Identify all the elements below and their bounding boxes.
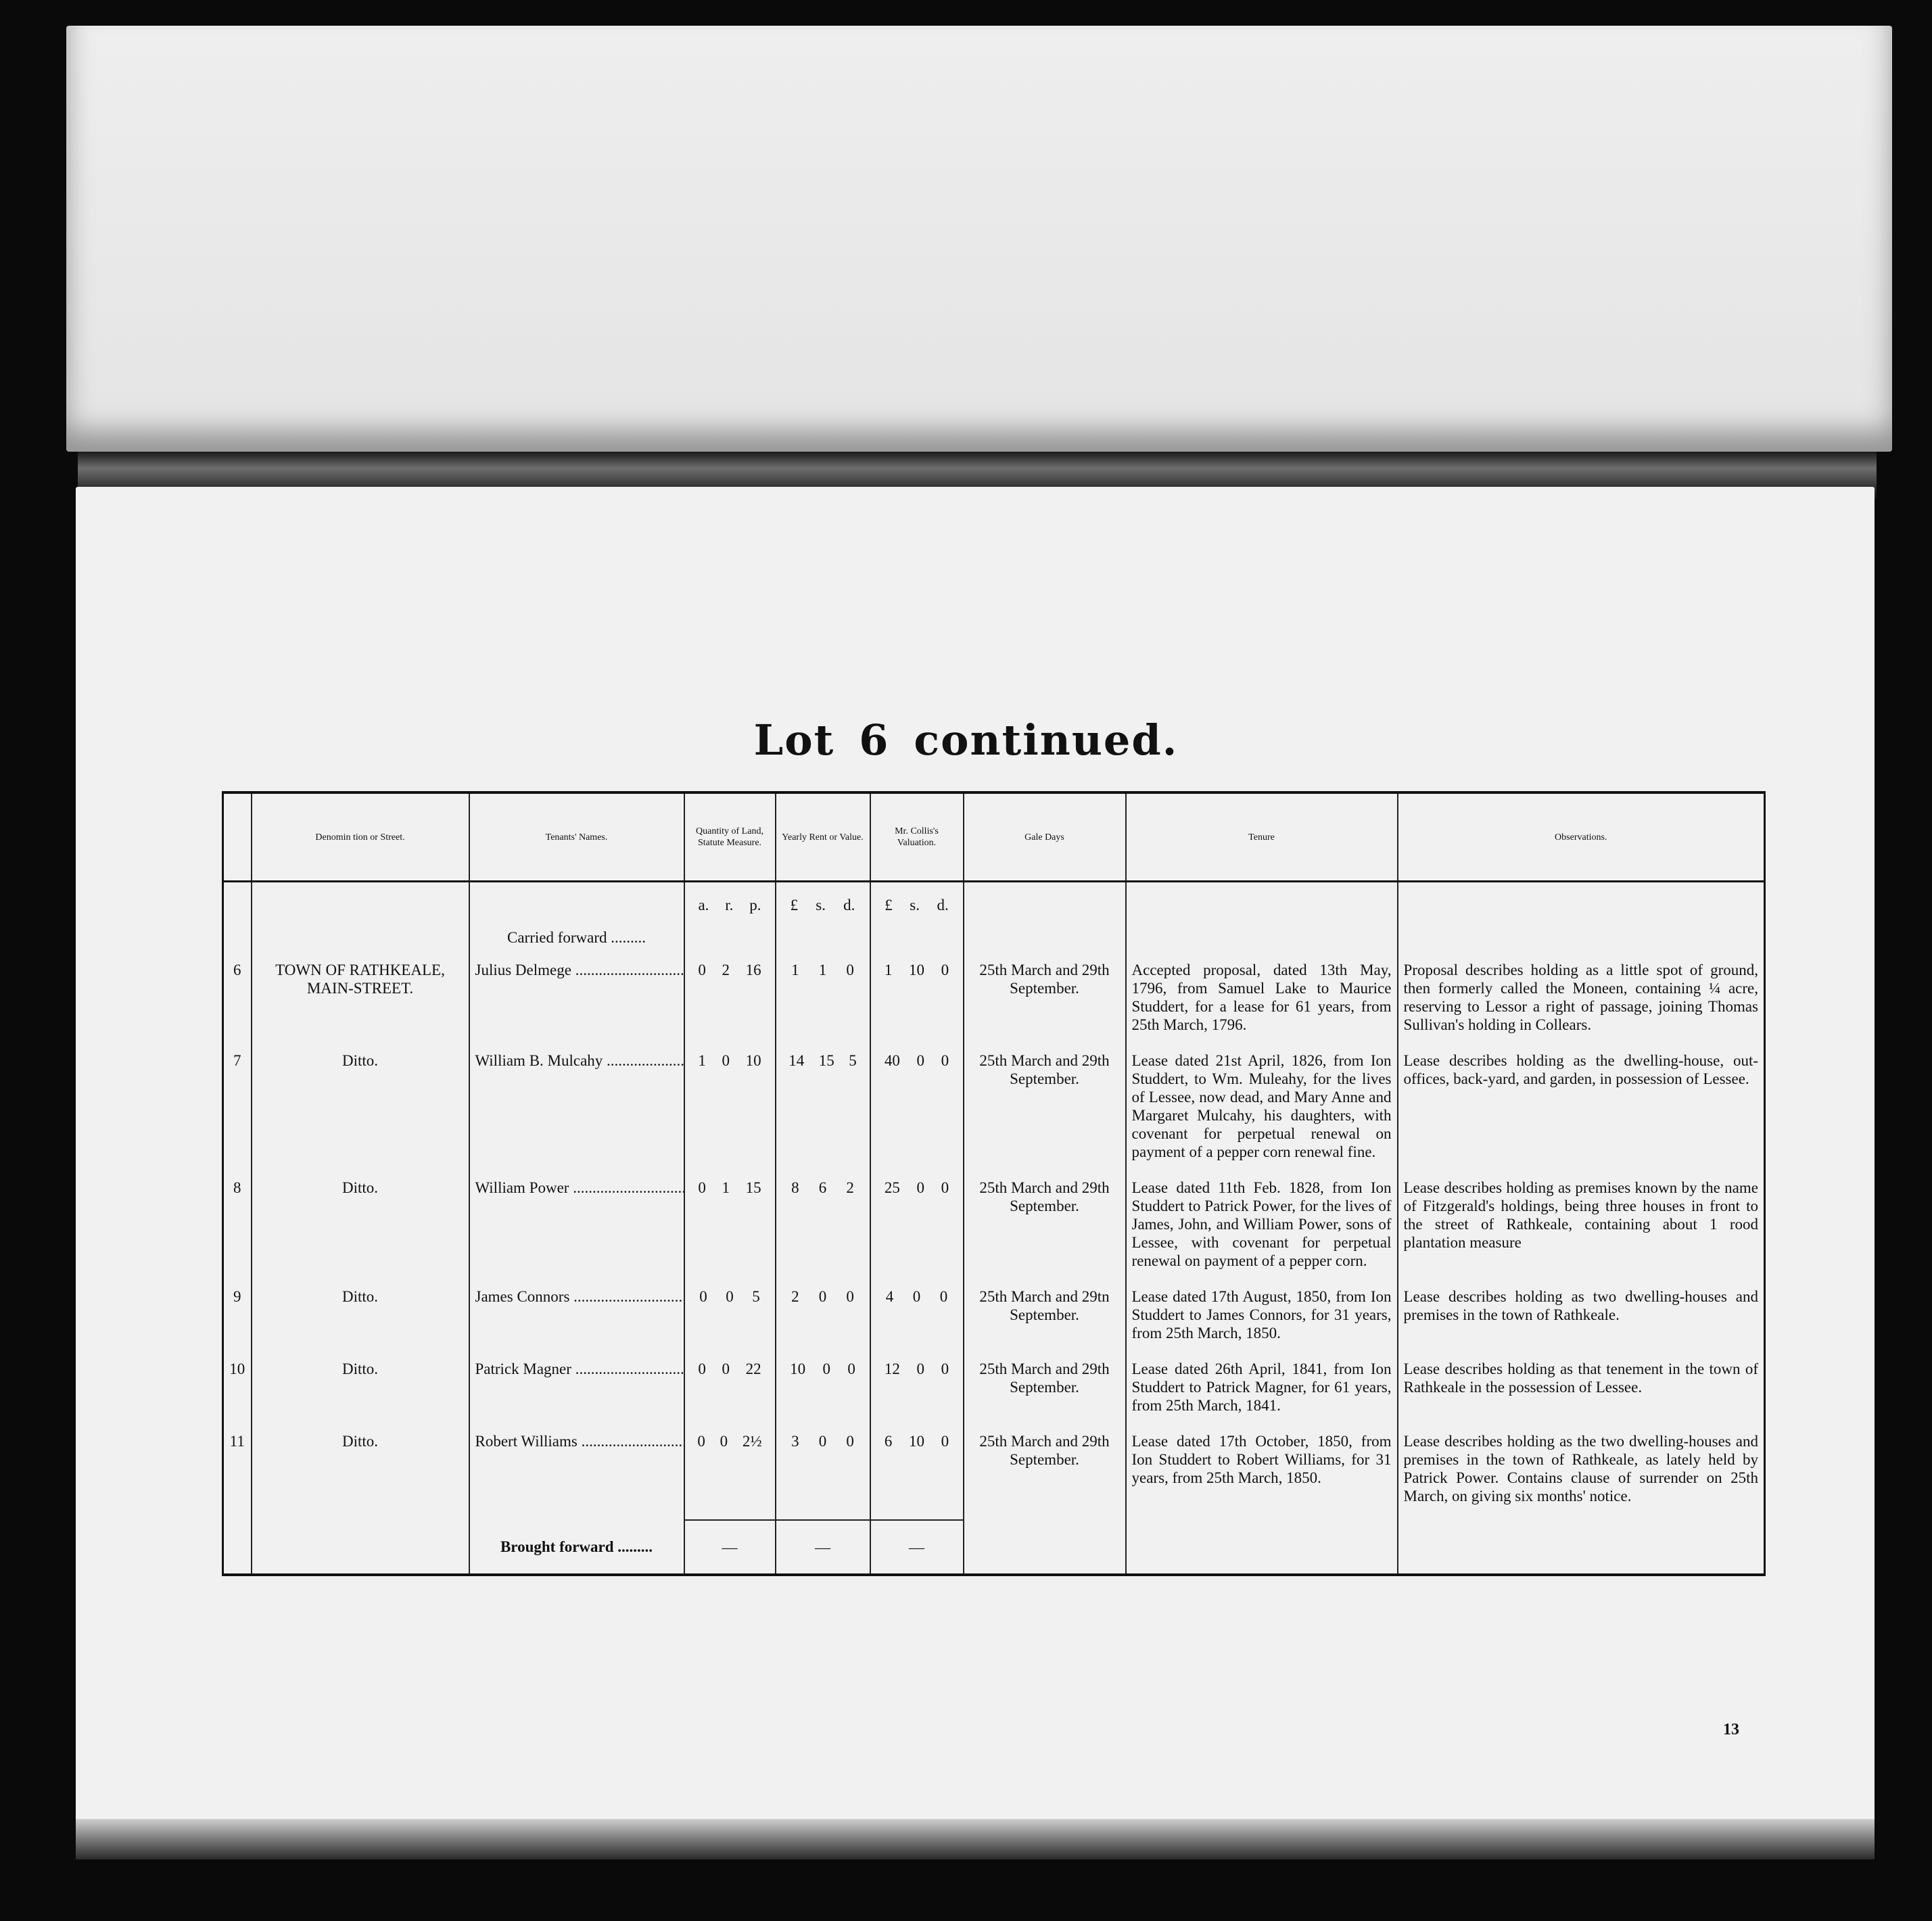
tenure-cell: Accepted proposal, dated 13th May, 1796, from Samuel Lake to Maurice Studdert, for a lease for 61 years, from 25th March, 1796. xyxy=(1126,958,1398,1049)
denomination-cell: Ditto. xyxy=(252,1429,469,1520)
lot-number: 6 xyxy=(223,958,252,1049)
header-gale-days: Gale Days xyxy=(964,792,1126,882)
units-row xyxy=(223,882,1765,926)
table-row xyxy=(223,1429,1765,1520)
header-observations: Observations. xyxy=(1398,792,1765,882)
valuation-value: 4 xyxy=(885,1288,894,1305)
quantity-value: 16 xyxy=(745,962,761,978)
facing-page xyxy=(66,26,1892,452)
valuation-value: 0 xyxy=(939,1288,948,1305)
tenant-name: William Power ..... xyxy=(469,1176,684,1285)
table-row xyxy=(223,958,1765,1049)
valuation-cell xyxy=(870,1357,964,1429)
header-valuation: Mr. Collis's Valuation. xyxy=(870,792,964,882)
quantity-value: 0 xyxy=(698,1179,706,1196)
rent-cell xyxy=(776,1285,870,1357)
header-tenure: Tenure xyxy=(1126,792,1398,882)
tenant-name: James Connors ..... xyxy=(469,1285,684,1357)
total-quantity: — xyxy=(684,1520,776,1575)
rent-cell xyxy=(776,1049,870,1176)
carried-forward-label: Carried forward xyxy=(506,929,607,946)
gale-days-cell: 25th March and 29th September. xyxy=(964,1357,1126,1429)
valuation-cell xyxy=(870,1285,964,1357)
gale-days-cell: 25th March and 29th September. xyxy=(964,958,1126,1049)
observations-cell: Proposal describes holding as a little spot of ground, then formerly called the Moneen, containing ¼ acre, reserving to Lessor a right of passage, joining Thomas Sullivan's holding in Collears. xyxy=(1398,958,1765,1049)
quantity-cell xyxy=(684,1285,776,1357)
header-row xyxy=(223,792,1765,882)
rent-value: 1 xyxy=(791,962,799,978)
lot-number: 8 xyxy=(223,1176,252,1285)
quantity-value: 0 xyxy=(722,1052,730,1069)
header-tenants: Tenants' Names. xyxy=(469,792,684,882)
rent-cell xyxy=(776,1357,870,1429)
rent-value: 0 xyxy=(818,1433,827,1450)
lot-number: 11 xyxy=(223,1429,252,1520)
total-valuation: — xyxy=(870,1520,964,1575)
observations-cell: Lease describes holding as two dwelling-houses and premises in the town of Rathkeale. xyxy=(1398,1285,1765,1357)
rent-value: 6 xyxy=(818,1179,827,1196)
valuation-value: 10 xyxy=(908,962,924,978)
rent-value: 10 xyxy=(790,1360,806,1377)
valuation-value: 0 xyxy=(912,1288,921,1305)
quantity-value: 15 xyxy=(745,1179,761,1196)
unit-label: a. xyxy=(698,897,709,914)
valuation-value: 0 xyxy=(916,1052,924,1069)
valuation-cell xyxy=(870,1049,964,1176)
quantity-value: 0 xyxy=(720,1433,728,1450)
rent-value: 15 xyxy=(818,1052,834,1069)
valuation-value: 10 xyxy=(908,1433,924,1450)
valuation-value: 6 xyxy=(884,1433,893,1450)
valuation-cell xyxy=(870,958,964,1049)
observations-cell: Lease describes holding as premises known by the name of Fitzgerald's holdings, being three houses in front to the street of Rathkeale, containing about 1 rood plantation measure xyxy=(1398,1176,1765,1285)
total-rent: — xyxy=(776,1520,870,1575)
quantity-cell xyxy=(684,1176,776,1285)
denomination-cell: Ditto. xyxy=(252,1285,469,1357)
quantity-value: 1 xyxy=(698,1052,706,1069)
rent-value: 14 xyxy=(788,1052,805,1069)
rent-cell xyxy=(776,1429,870,1520)
valuation-value: 0 xyxy=(916,1179,924,1196)
valuation-value: 0 xyxy=(941,962,949,978)
quantity-value: 22 xyxy=(745,1360,761,1377)
valuation-value: 12 xyxy=(884,1360,900,1377)
quantity-value: 5 xyxy=(752,1288,760,1305)
rent-value: 0 xyxy=(846,1288,854,1305)
valuation-value: 25 xyxy=(884,1179,900,1196)
denomination-cell: Ditto. xyxy=(252,1049,469,1176)
ledger-table xyxy=(222,791,1766,1576)
quantity-cell xyxy=(684,1429,776,1520)
denomination-cell: TOWN OF RATHKEALE, MAIN-STREET. xyxy=(252,958,469,1049)
gale-days-cell: 25th March and 29th September. xyxy=(964,1176,1126,1285)
observations-cell: Lease describes holding as that tenement in the town of Rathkeale in the possession of Lessee. xyxy=(1398,1357,1765,1429)
rent-value: 0 xyxy=(818,1288,827,1305)
rent-cell xyxy=(776,1176,870,1285)
rent-value: 2 xyxy=(846,1179,854,1196)
lot-number: 7 xyxy=(223,1049,252,1176)
quantity-value: 2½ xyxy=(742,1433,762,1450)
page-title: Lot 6 continued. xyxy=(753,715,1179,765)
unit-label: d. xyxy=(937,897,949,914)
quantity-value: 0 xyxy=(699,1288,707,1305)
tenure-cell: Lease dated 17th August, 1850, from Ion Studdert to James Connors, for 31 years, from 25th March, 1850. xyxy=(1126,1285,1398,1357)
brought-forward-row: Brought forward ......... — — — xyxy=(223,1520,1765,1575)
observations-cell: Lease describes holding as the dwelling-house, out-offices, back-yard, and garden, in possession of Lessee. xyxy=(1398,1049,1765,1176)
unit-label: s. xyxy=(816,897,826,914)
quantity-value: 2 xyxy=(722,962,730,978)
tenure-cell: Lease dated 21st April, 1826, from Ion Studdert, to Wm. Muleahy, for the lives of Lessee, now dead, and Mary Anne and Margaret Mulcahy, his daughters, with covenant for perpetual renewal on payment of a pepper corn renewal fine. xyxy=(1126,1049,1398,1176)
observations-cell: Lease describes holding as the two dwelling-houses and premises in the town of Rathkeale, as lately held by Patrick Power. Contains clause of surrender on 25th March, on giving six months' notice. xyxy=(1398,1429,1765,1520)
table-row xyxy=(223,1049,1765,1176)
valuation-value: 1 xyxy=(884,962,893,978)
gale-days-cell: 25th March and 29th September. xyxy=(964,1429,1126,1520)
quantity-value: 0 xyxy=(698,962,706,978)
rent-value: 2 xyxy=(791,1288,799,1305)
tenure-cell: Lease dated 11th Feb. 1828, from Ion Studdert to Patrick Power, for the lives of James, John, and William Power, sons of Lessee, with covenant for perpetual renewal on payment of a pepper corn. xyxy=(1126,1176,1398,1285)
quantity-value: 1 xyxy=(722,1179,730,1196)
header-lot xyxy=(223,792,252,882)
denomination-cell: Ditto. xyxy=(252,1357,469,1429)
quantity-value: 0 xyxy=(726,1288,734,1305)
unit-label: d. xyxy=(843,897,855,914)
tenant-name: William B. Mulcahy ..... xyxy=(469,1049,684,1176)
page-number: 13 xyxy=(1723,1721,1739,1738)
lot-number: 9 xyxy=(223,1285,252,1357)
quantity-cell xyxy=(684,1049,776,1176)
quantity-cell xyxy=(684,958,776,1049)
valuation-value: 0 xyxy=(941,1179,949,1196)
quantity-value: 10 xyxy=(745,1052,761,1069)
header-rent: Yearly Rent or Value. xyxy=(776,792,870,882)
quantity-value: 0 xyxy=(697,1433,705,1450)
rent-value: 3 xyxy=(791,1433,799,1450)
gale-days-cell: 25th March and 29tn September. xyxy=(964,1285,1126,1357)
valuation-value: 0 xyxy=(941,1360,949,1377)
header-denomination: Denomin tion or Street. xyxy=(252,792,469,882)
rent-value: 5 xyxy=(849,1052,857,1069)
tenure-cell: Lease dated 17th October, 1850, from Ion Studdert to Robert Williams, for 31 years, from 25th March, 1850. xyxy=(1126,1429,1398,1520)
tenant-name: Julius Delmege ..... xyxy=(469,958,684,1049)
rent-value: 0 xyxy=(846,962,854,978)
rent-value: 0 xyxy=(822,1360,830,1377)
carried-forward-row: Carried forward ......... xyxy=(223,926,1765,958)
table-row xyxy=(223,1285,1765,1357)
lot-number: 10 xyxy=(223,1357,252,1429)
valuation-value: 40 xyxy=(884,1052,900,1069)
header-quantity: Quantity of Land, Statute Measure. xyxy=(684,792,776,882)
rent-value: 1 xyxy=(818,962,827,978)
unit-label: p. xyxy=(749,897,761,914)
quantity-cell xyxy=(684,1357,776,1429)
rent-value: 0 xyxy=(846,1433,854,1450)
valuation-cell xyxy=(870,1429,964,1520)
gale-days-cell: 25th March and 29th September. xyxy=(964,1049,1126,1176)
unit-label: r. xyxy=(725,897,734,914)
rent-value: 8 xyxy=(791,1179,799,1196)
page-edge xyxy=(76,1819,1875,1859)
quantity-value: 0 xyxy=(698,1360,706,1377)
unit-label: s. xyxy=(910,897,920,914)
table-row xyxy=(223,1357,1765,1429)
tenant-name: Robert Williams ..... xyxy=(469,1429,684,1520)
valuation-cell xyxy=(870,1176,964,1285)
brought-forward-label: Brought forward xyxy=(500,1538,614,1555)
unit-label: £ xyxy=(790,897,799,914)
tenant-name: Patrick Magner ..... xyxy=(469,1357,684,1429)
valuation-value: 0 xyxy=(941,1433,949,1450)
quantity-value: 0 xyxy=(722,1360,730,1377)
valuation-value: 0 xyxy=(916,1360,924,1377)
tenure-cell: Lease dated 26th April, 1841, from Ion Studdert to Patrick Magner, for 61 years, from 25th March, 1841. xyxy=(1126,1357,1398,1429)
rent-cell xyxy=(776,958,870,1049)
unit-label: £ xyxy=(885,897,893,914)
denomination-cell: Ditto. xyxy=(252,1176,469,1285)
rent-value: 0 xyxy=(847,1360,855,1377)
table-row xyxy=(223,1176,1765,1285)
valuation-value: 0 xyxy=(941,1052,949,1069)
